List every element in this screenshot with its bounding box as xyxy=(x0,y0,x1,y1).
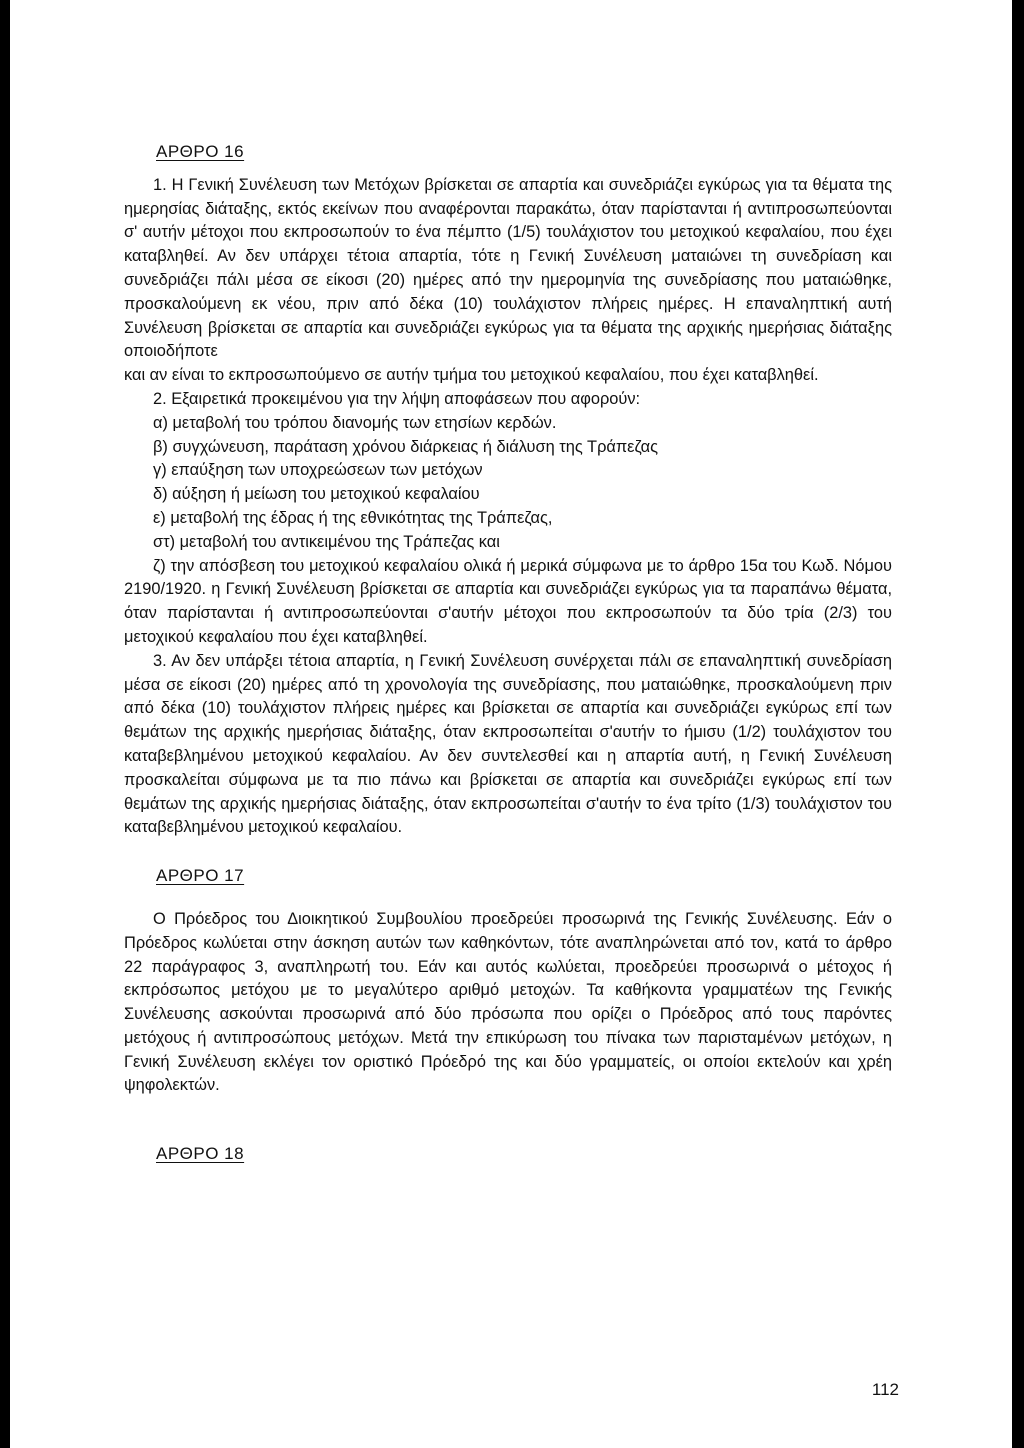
document-body xyxy=(124,140,892,1166)
article-17-heading: ΑΡΘΡΟ 17 xyxy=(156,866,245,886)
list-item: α) μεταβολή του τρόπου διανομής των ετησίων κερδών. xyxy=(153,413,557,432)
list-item: γ) επαύξηση των υποχρεώσεων των μετόχων xyxy=(153,461,483,480)
article-16-paragraph-3: 3. Αν δεν υπάρξει τέτοια απαρτία, η Γενική Συνέλευση συνέρχεται πάλι σε επαναληπτική συνεδρίαση μέσα σε είκοσι (20) ημέρες από τη χρονολογία της συνεδρίασης, που ματαιώθηκε, προσκαλούμενη πριν από δέκα (10) τουλάχιστον πλήρεις ημέρες και βρίσκεται σε απαρτία και συνεδριάζει εγκύρως επί των θεμάτων της αρχικής ημερήσιας διάταξης, όταν εκπροσωπείται σ'αυτήν το ήμισυ (1/2) τουλάχιστον του καταβεβλημένου μετοχικού κεφαλαίου. Αν δεν συντελεσθεί και η απαρτία αυτή, η Γενική Συνέλευση προσκαλείται σύμφωνα με τα πιο πάνω και βρίσκεται σε απαρτία και συνεδριάζει εγκύρως επί των θεμάτων της αρχικής ημερήσιας διάταξης, όταν εκπροσωπείται σ'αυτήν το ένα τρίτο (1/3) τουλάχιστον του καταβεβλημένου μετοχικού κεφαλαίου. xyxy=(124,651,892,837)
list-item: δ) αύξηση ή μείωση του μετοχικού κεφαλαίου xyxy=(153,485,480,504)
list-item: στ) μεταβολή του αντικειμένου της Τράπεζας και xyxy=(153,532,500,551)
article-17-paragraph-1: Ο Πρόεδρος του Διοικητικού Συμβουλίου προεδρεύει προσωρινά της Γενικής Συνέλευσης. Εάν ο Πρόεδρος κωλύεται στην άσκηση αυτών των καθηκόντων, τότε αναπληρώνεται από τον, κατά το άρθρο 22 παράγραφος 3, αναπληρωτή του. Εάν και αυτός κωλύεται, προεδρεύει προσωρινά ο μέτοχος ή εκπρόσωπος μετόχου με το μεγαλύτερο αριθμό μετοχών. Τα καθήκοντα γραμματέων της Γενικής Συνέλευσης ασκούνται προσωρινά από δύο πρόσωπα που ορίζει ο Πρόεδρος από τους παρόντες μετόχους ή αντιπροσώπους μετόχων. Μετά την επικύρωση του πίνακα των παρισταμένων μετόχων, η Γενική Συνέλευση εκλέγει τον οριστικό Πρόεδρό της και δύο γραμματείς, οι οποίοι εκτελούν και χρέη ψηφολεκτών. xyxy=(124,909,892,1095)
page-number: 112 xyxy=(871,1380,899,1399)
article-16-heading: ΑΡΘΡΟ 16 xyxy=(156,142,245,161)
article-18-heading: ΑΡΘΡΟ 18 xyxy=(156,1144,245,1164)
list-item-z: ζ) την απόσβεση του μετοχικού κεφαλαίου ολικά ή μερικά σύμφωνα με το άρθρο 15α του Κωδ. Νόμου 2190/1920. η Γενική Συνέλευση βρίσκεται σε απαρτία και συνεδριάζει εγκύρως για τα παραπάνω θέματα, όταν παρίστανται ή αντιπροσωπεύονται σ'αυτήν μέτοχοι που εκπροσωπούν τα δύο τρία (2/3) του μετοχικού κεφαλαίου που έχει καταβληθεί. xyxy=(124,556,892,646)
article-16-paragraph-2-intro: 2. Εξαιρετικά προκειμένου για την λήψη αποφάσεων που αφορούν: xyxy=(153,389,641,408)
scan-edge-left xyxy=(0,0,10,1448)
scan-edge-right xyxy=(1012,0,1024,1448)
article-16-paragraph-1-continuation: και αν είναι το εκπροσωπούμενο σε αυτήν τμήμα του μετοχικού κεφαλαίου, που έχει καταβληθεί. xyxy=(124,366,819,385)
list-item: ε) μεταβολή της έδρας ή της εθνικότητας της Τράπεζας, xyxy=(153,508,553,527)
article-16-paragraph-1: 1. Η Γενική Συνέλευση των Μετόχων βρίσκεται σε απαρτία και συνεδριάζει εγκύρως για τα θέματα της ημερησίας διάταξης, εκτός εκείνων που αναφέρονται παρακάτω, όταν παρίστανται ή αντιπροσωπεύονται σ' αυτήν μέτοχοι που εκπροσωπούν το ένα πέμπτο (1/5) τουλάχιστον του μετοχικού κεφαλαίου, που έχει καταβληθεί. Αν δεν υπάρχει τέτοια απαρτία, τότε η Γενική Συνέλευση ματαιώνει τη συνεδρίαση και συνεδριάζει πάλι μέσα σε είκοσι (20) ημέρες από την ημερομηνία της συνεδρίασης που ματαιώθηκε, προσκαλούμενη εκ νέου, πριν από δέκα (10) τουλάχιστον πλήρεις ημέρες. Η επαναληπτική αυτή Συνέλευση βρίσκεται σε απαρτία και συνεδριάζει εγκύρως για τα θέματα της αρχικής ημερήσιας διάταξης οποιοδήποτε xyxy=(124,175,892,361)
list-item: β) συγχώνευση, παράταση χρόνου διάρκειας ή διάλυση της Τράπεζας xyxy=(153,437,658,456)
